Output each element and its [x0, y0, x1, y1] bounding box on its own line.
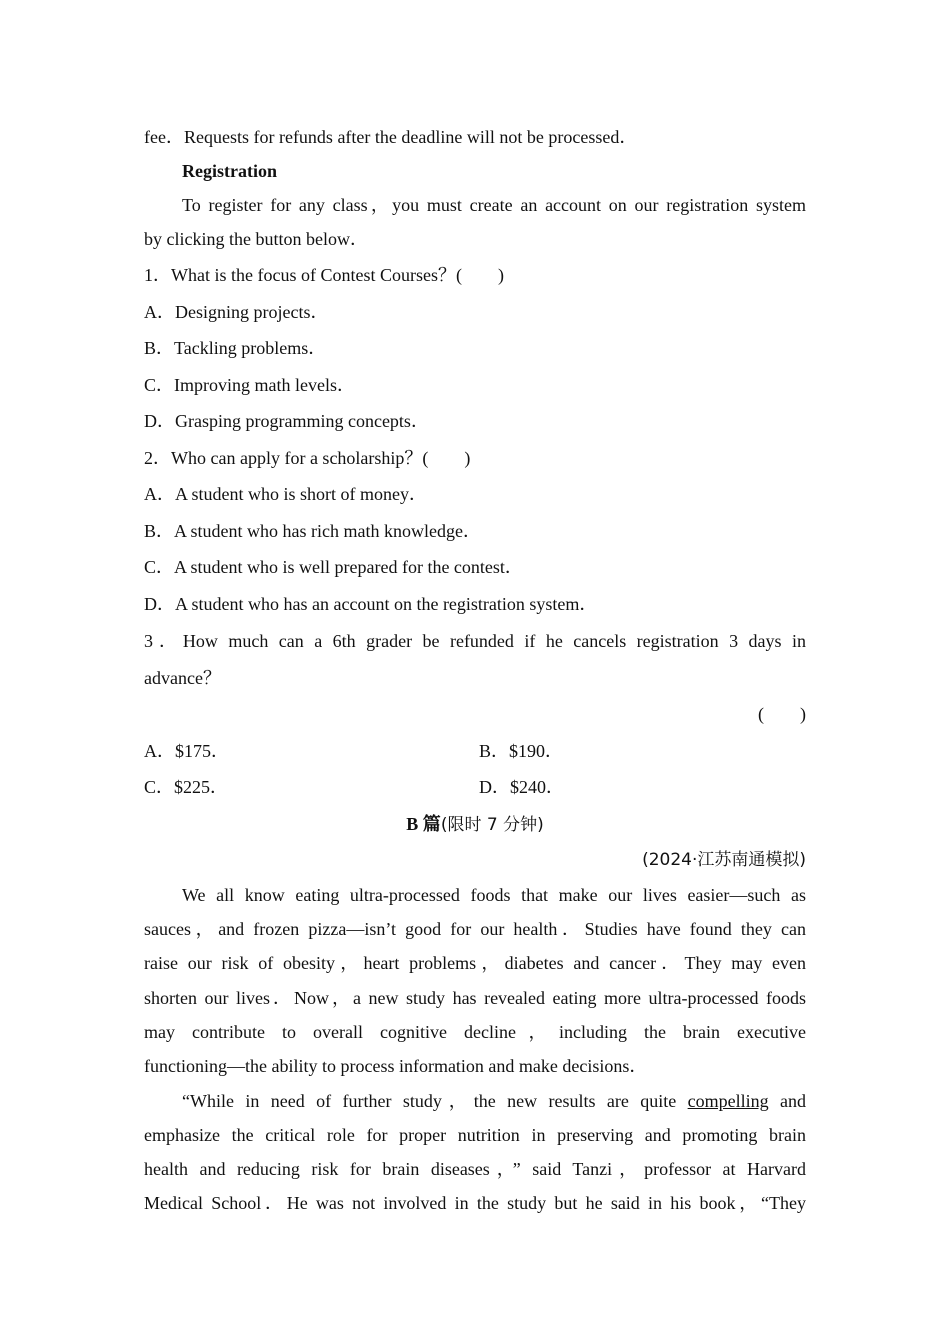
question-1-option-c: C．Improving math levels．	[144, 375, 355, 395]
paragraph-1-line: functioning—the ability to process information and make decisions．	[144, 1056, 648, 1076]
question-3-stem-line: 3．How much can a 6th grader be refunded if he cancels registration 3 days in	[144, 631, 806, 651]
question-3-option-d: D．$240．	[479, 777, 564, 797]
question-3-option-b: B．$190．	[479, 741, 564, 761]
question-2-stem: 2．Who can apply for a scholarship？( )	[144, 448, 471, 468]
underlined-word: compelling	[687, 1091, 769, 1111]
paragraph-2-text: and	[768, 1091, 806, 1111]
paragraph-2-text: “While in need of further study，the new results are quite	[182, 1091, 688, 1111]
question-1-option-a: A．Designing projects．	[144, 302, 329, 322]
paragraph-2-line: Medical School．He was not involved in the study but he said in his book，“They	[144, 1193, 806, 1213]
question-1-option-b: B．Tackling problems．	[144, 338, 327, 358]
paragraph-1-line: shorten our lives．Now，a new study has revealed eating more ultra-processed foods	[144, 988, 806, 1008]
registration-text-line: by clicking the button below．	[144, 229, 368, 249]
question-2-option-a: A．A student who is short of money．	[144, 484, 427, 504]
question-3-stem-line: advance？	[144, 668, 221, 688]
paragraph-2-line	[182, 1090, 806, 1112]
paragraph-1-line: may contribute to overall cognitive decline，including the brain executive	[144, 1022, 806, 1042]
registration-text-line: To register for any class，you must create an account on our registration system	[182, 195, 806, 215]
section-b-source: (2024·江苏南通模拟)	[642, 850, 806, 870]
refund-deadline-line: fee．Requests for refunds after the deadline will not be processed．	[144, 127, 638, 147]
registration-heading: Registration	[182, 161, 277, 181]
paragraph-2-line: health and reducing risk for brain diseases，” said Tanzi，professor at Harvard	[144, 1159, 806, 1179]
paragraph-1-line: sauces，and frozen pizza—isn’t good for our health．Studies have found they can	[144, 919, 806, 939]
question-2-option-c: C．A student who is well prepared for the contest．	[144, 557, 523, 577]
paragraph-1-line: raise our risk of obesity，heart problems，diabetes and cancer．They may even	[144, 953, 806, 973]
paragraph-2-line: emphasize the critical role for proper nutrition in preserving and promoting brain	[144, 1125, 806, 1145]
question-2-option-b: B．A student who has rich math knowledge．	[144, 521, 481, 541]
question-3-option-c: C．$225．	[144, 777, 229, 797]
question-2-option-d: D．A student who has an account on the registration system．	[144, 594, 598, 614]
question-3-option-a: A．$175．	[144, 741, 229, 761]
section-b-time-limit: (限时 7 分钟)	[440, 815, 544, 835]
section-b-title	[144, 813, 806, 836]
question-1-stem: 1．What is the focus of Contest Courses？( )	[144, 265, 504, 285]
paragraph-1-line: We all know eating ultra-processed foods that make our lives easier—such as	[182, 885, 806, 905]
question-3-answer-bracket: ( )	[758, 704, 806, 724]
section-b-label: B 篇	[406, 814, 441, 834]
question-1-option-d: D．Grasping programming concepts．	[144, 411, 429, 431]
